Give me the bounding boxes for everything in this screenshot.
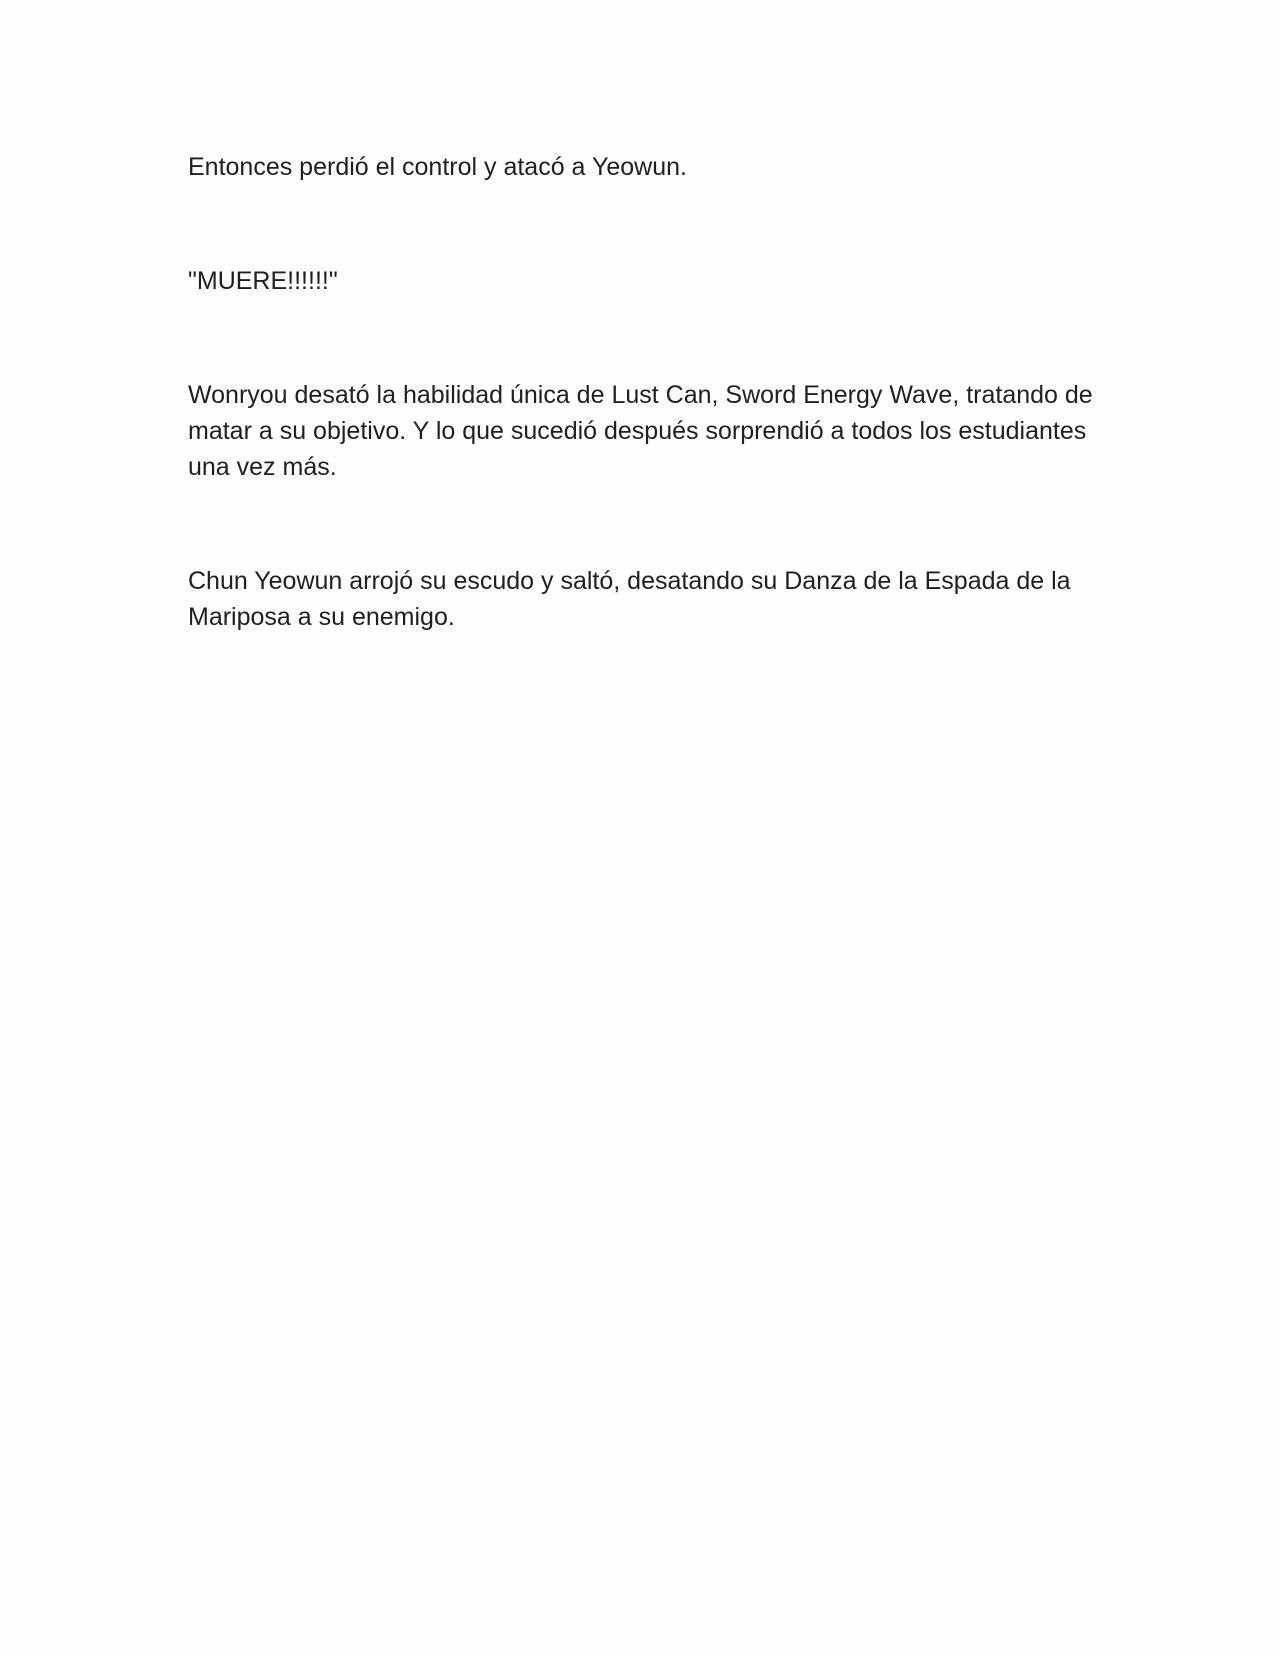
document-body <box>188 149 1108 635</box>
paragraph-1: Entonces perdió el control y atacó a Yeowun. <box>188 153 687 181</box>
paragraph-2: "MUERE!!!!!!" <box>188 267 338 295</box>
paragraph-3: Wonryou desató la habilidad única de Lust Can, Sword Energy Wave, tratando de matar a su objetivo. Y lo que sucedió después sorprendió a todos los estudiantes una vez más. <box>188 381 1093 481</box>
paragraph-4: Chun Yeowun arrojó su escudo y saltó, desatando su Danza de la Espada de la Mariposa a su enemigo. <box>188 567 1071 631</box>
